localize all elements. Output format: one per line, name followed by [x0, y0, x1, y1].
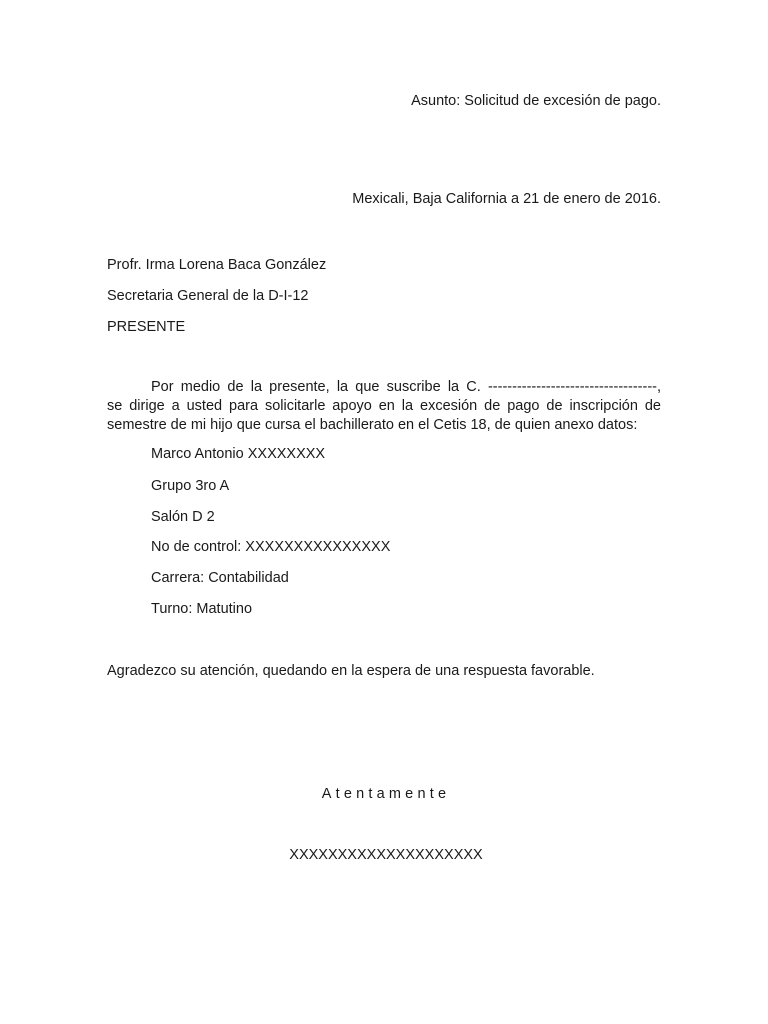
detail-classroom: Salón D 2: [151, 509, 215, 525]
body-line-3: semestre de mi hijo que cursa el bachillerato en el Cetis 18, de quien anexo datos:: [107, 417, 638, 433]
detail-group: Grupo 3ro A: [151, 478, 230, 494]
closing-line: Agradezco su atención, quedando en la espera de una respuesta favorable.: [107, 663, 595, 679]
signature: XXXXXXXXXXXXXXXXXXXX: [289, 847, 483, 863]
farewell: Atentamente: [321, 786, 451, 802]
recipient-presente: PRESENTE: [107, 319, 186, 335]
body-line-1: Por medio de la presente, la que suscribe la C. -----------------------------------,: [151, 379, 661, 395]
recipient-position: Secretaria General de la D-I-12: [107, 288, 309, 304]
body-paragraph: [107, 378, 661, 435]
detail-career: Carrera: Contabilidad: [151, 570, 289, 586]
place-date: Mexicali, Baja California a 21 de enero de 2016.: [352, 191, 661, 207]
detail-student-name: Marco Antonio XXXXXXXX: [151, 446, 326, 462]
detail-shift: Turno: Matutino: [151, 601, 253, 617]
subject-line: Asunto: Solicitud de excesión de pago.: [411, 93, 661, 109]
recipient-name: Profr. Irma Lorena Baca González: [107, 257, 327, 273]
body-line-2: se dirige a usted para solicitarle apoyo en la excesión de pago de inscripción de: [107, 398, 661, 414]
detail-control-number: No de control: XXXXXXXXXXXXXXX: [151, 539, 391, 555]
